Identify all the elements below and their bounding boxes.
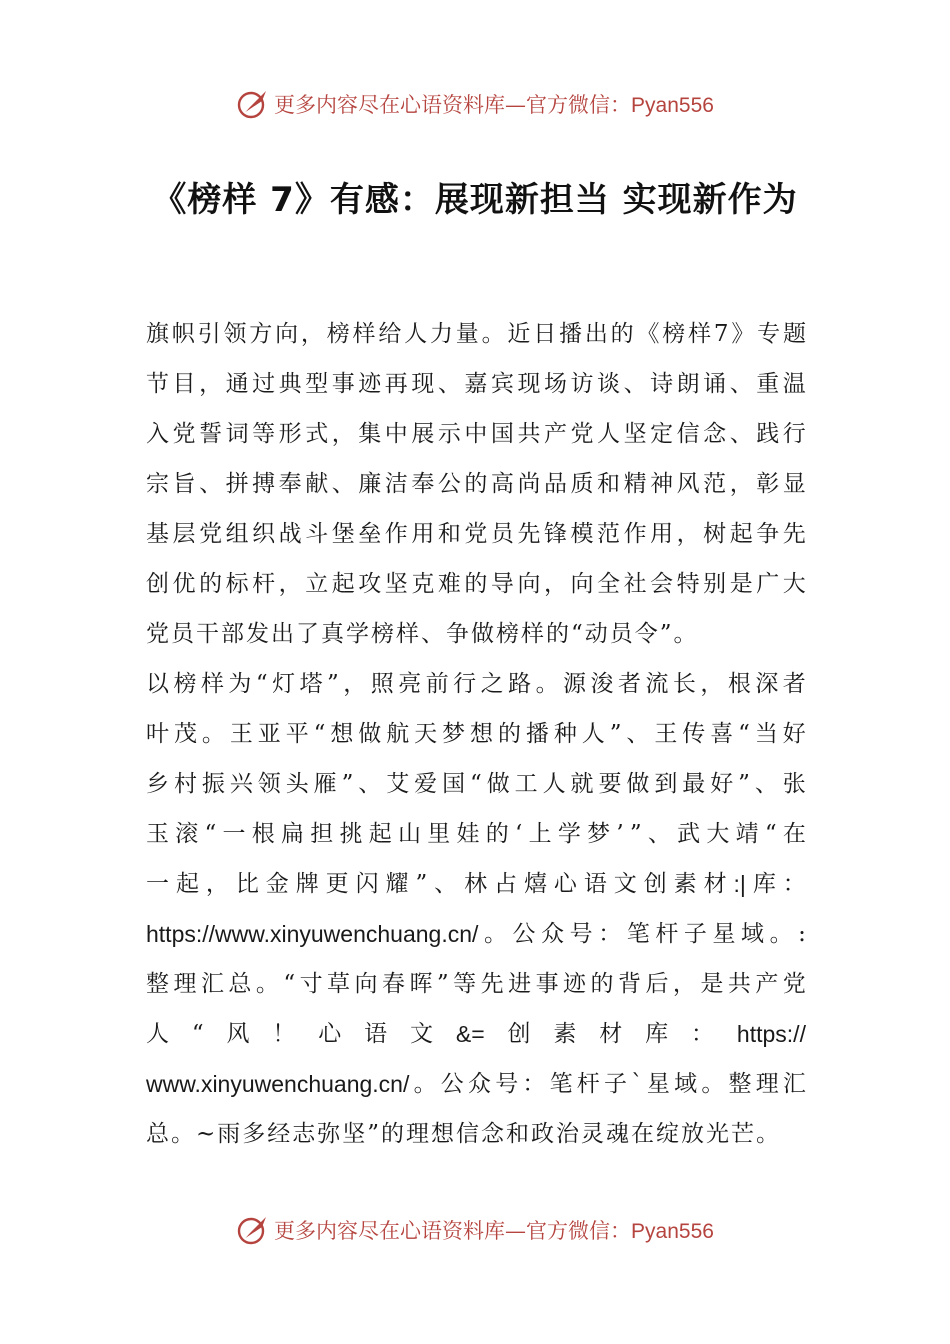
text-line: 玉 滚 “ 一 根 扁 担 挑 起 山 里 娃 的 ‘ 上 学 梦 ’ ” 、 武 大 靖 “ 在 <box>146 821 806 847</box>
header-banner-text: 更多内容尽在心语资料库—官方微信：Pyan556 <box>274 93 714 117</box>
header-wechat-id: Pyan556 <box>631 94 714 117</box>
footer-wechat-id: Pyan556 <box>631 1220 714 1243</box>
header-banner <box>0 84 950 124</box>
text-line: 基 层 党 组 织 战 斗 堡 垒 作 用 和 党 员 先 锋 模 范 作 用 ， 树 起 争 先 <box>146 521 806 547</box>
footer-banner-text: 更多内容尽在心语资料库—官方微信：Pyan556 <box>274 1219 714 1243</box>
quill-logo-icon <box>236 1213 270 1247</box>
text-line: 以 榜 样 为 “ 灯 塔 ” ， 照 亮 前 行 之 路 。 源 浚 者 流 长 ， 根 深 者 <box>146 671 806 697</box>
text-line: 乡 村 振 兴 领 头 雁 ” 、 艾 爱 国 “ 做 工 人 就 要 做 到 最 好 ” 、 张 <box>146 771 806 797</box>
text-line: 总。~雨多经志弥坚”的理想信念和政治灵魂在绽放光芒。 <box>146 1121 782 1147</box>
text-line: 节 目 ， 通 过 典 型 事 迹 再 现 、 嘉 宾 现 场 访 谈 、 诗 朗 诵 、 重 温 <box>146 371 806 397</box>
page-title: 《榜样 7》有感：展现新担当 实现新作为 <box>152 180 798 220</box>
text-line: 整 理 汇 总 。 “ 寸 草 向 春 晖 ” 等 先 进 事 迹 的 背 后 ， 是 共 产 党 <box>146 971 806 997</box>
text-line: 人 “ 风 ！ 心 语 文 &= 创 素 材 库 ： https:// <box>146 1021 806 1047</box>
quill-logo-icon <box>236 87 270 121</box>
text-line: 叶 茂 。 王 亚 平 “ 想 做 航 天 梦 想 的 播 种 人 ” 、 王 传 喜 “ 当 好 <box>146 721 806 747</box>
article-body <box>146 313 806 1163</box>
text-line: 党员干部发出了真学榜样、争做榜样的“动员令”。 <box>146 621 699 647</box>
text-line: 入 党 誓 词 等 形 式 ， 集 中 展 示 中 国 共 产 党 人 坚 定 信 念 、 践 行 <box>146 421 806 447</box>
text-line: 创 优 的 标 杆 ， 立 起 攻 坚 克 难 的 导 向 ， 向 全 社 会 特 别 是 广 大 <box>146 571 806 597</box>
text-line: 一 起 ， 比 金 牌 更 闪 耀 ” 、 林 占 熺 心 语 文 创 素 材 :| 库 ： <box>146 871 806 897</box>
text-line: 宗 旨 、 拼 搏 奉 献 、 廉 洁 奉 公 的 高 尚 品 质 和 精 神 风 范 ， 彰 显 <box>146 471 806 497</box>
footer-banner <box>0 1210 950 1250</box>
text-line: 旗 帜 引 领 方 向 ， 榜 样 给 人 力 量 。 近 日 播 出 的 《 榜 样 7 》 专 题 <box>146 321 806 347</box>
text-line: https://www.xinyuwenchuang.cn/ 。 公 众 号 ： 笔 杆 子 星 域 。 : <box>146 921 806 947</box>
text-line: www.xinyuwenchuang.cn/ 。 公 众 号 ： 笔 杆 子 ` 星 域 。 整 理 汇 <box>146 1071 806 1097</box>
